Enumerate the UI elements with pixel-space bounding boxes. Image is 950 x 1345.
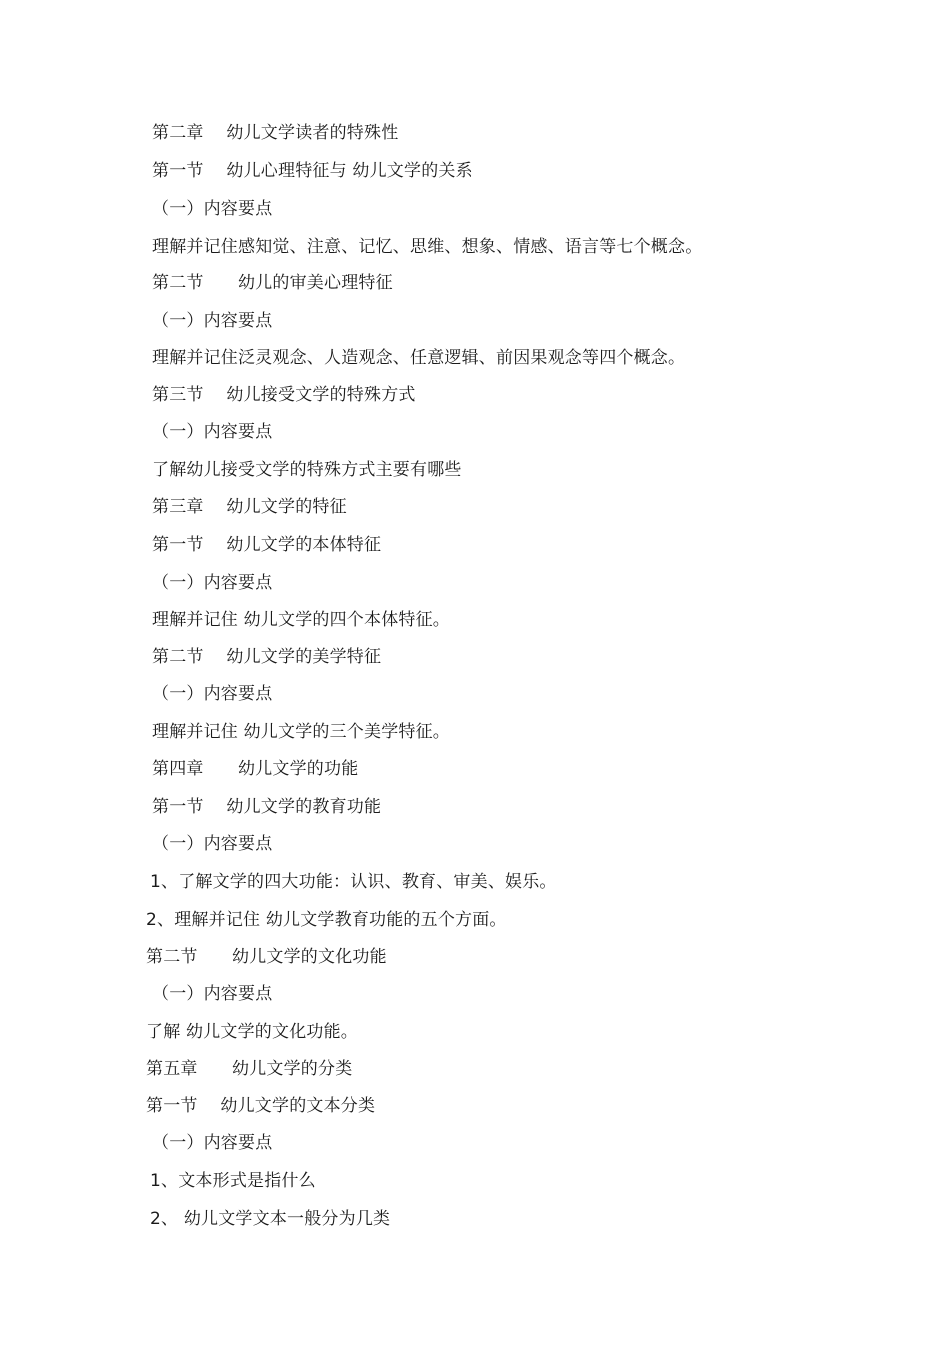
content-text: 了解幼儿接受文学的特殊方式主要有哪些 bbox=[152, 460, 462, 480]
content-list-item: 2、理解并记住 幼儿文学教育功能的五个方面。 bbox=[146, 910, 507, 930]
content-text: 理解并记住泛灵观念、人造观念、任意逻辑、前因果观念等四个概念。 bbox=[152, 348, 686, 368]
chapter-3-heading: 第三章 幼儿文学的特征 bbox=[152, 497, 347, 517]
chapter-2-heading: 第二章 幼儿文学读者的特殊性 bbox=[152, 123, 399, 143]
content-points-label: （一）内容要点 bbox=[152, 422, 273, 442]
section-2-heading: 第二节 幼儿的审美心理特征 bbox=[152, 273, 393, 293]
content-text: 理解并记住感知觉、注意、记忆、思维、想象、情感、语言等七个概念。 bbox=[152, 237, 703, 257]
chapter-5-heading: 第五章 幼儿文学的分类 bbox=[146, 1059, 353, 1079]
content-text: 理解并记住 幼儿文学的四个本体特征。 bbox=[152, 610, 451, 630]
content-points-label: （一）内容要点 bbox=[152, 684, 273, 704]
section-2-heading: 第二节 幼儿文学的美学特征 bbox=[152, 647, 382, 667]
content-points-label: （一）内容要点 bbox=[152, 199, 273, 219]
content-list-item: 1、文本形式是指什么 bbox=[150, 1171, 316, 1191]
section-3-heading: 第三节 幼儿接受文学的特殊方式 bbox=[152, 385, 416, 405]
content-points-label: （一）内容要点 bbox=[152, 1133, 273, 1153]
content-points-label: （一）内容要点 bbox=[152, 573, 273, 593]
section-1-heading: 第一节 幼儿心理特征与 幼儿文学的关系 bbox=[152, 161, 473, 181]
chapter-4-heading: 第四章 幼儿文学的功能 bbox=[152, 759, 359, 779]
content-points-label: （一）内容要点 bbox=[152, 311, 273, 331]
content-list-item: 1、了解文学的四大功能：认识、教育、审美、娱乐。 bbox=[150, 872, 557, 892]
section-2-heading: 第二节 幼儿文学的文化功能 bbox=[146, 947, 387, 967]
content-text: 理解并记住 幼儿文学的三个美学特征。 bbox=[152, 722, 451, 742]
content-list-item: 2、 幼儿文学文本一般分为几类 bbox=[150, 1209, 391, 1229]
content-points-label: （一）内容要点 bbox=[152, 984, 273, 1004]
section-1-heading: 第一节 幼儿文学的文本分类 bbox=[146, 1096, 376, 1116]
section-1-heading: 第一节 幼儿文学的本体特征 bbox=[152, 535, 382, 555]
section-1-heading: 第一节 幼儿文学的教育功能 bbox=[152, 797, 382, 817]
content-points-label: （一）内容要点 bbox=[152, 834, 273, 854]
content-text: 了解 幼儿文学的文化功能。 bbox=[146, 1022, 359, 1042]
